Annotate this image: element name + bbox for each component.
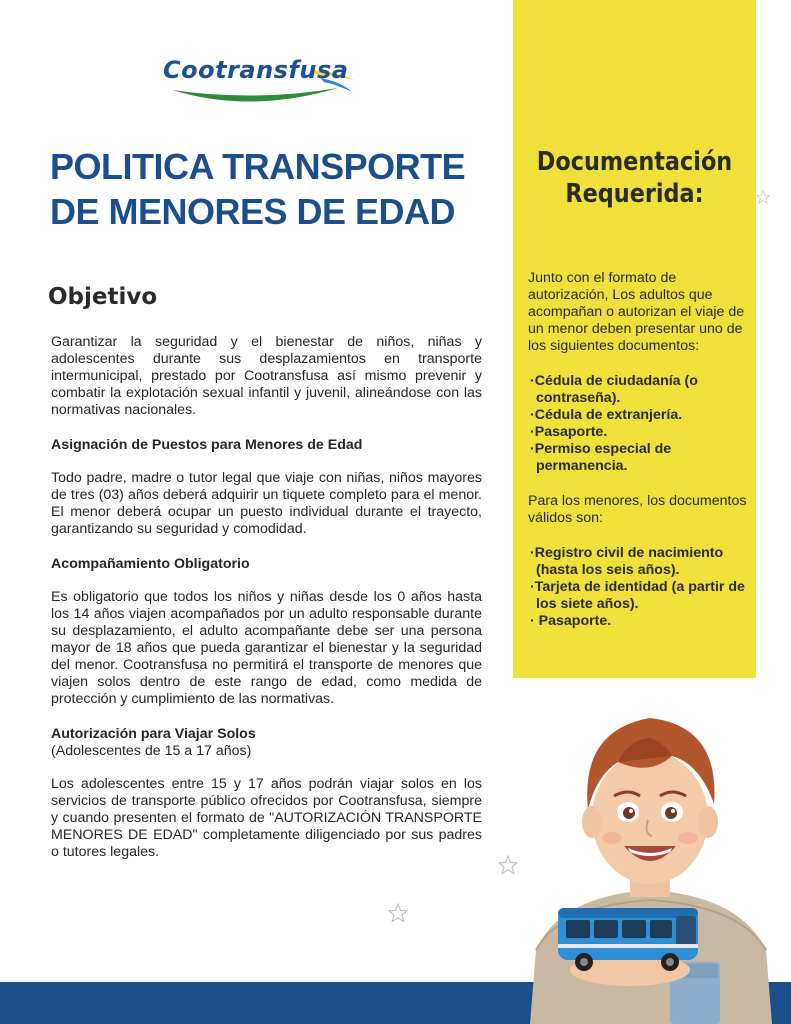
page-title-line-2: DE MENORES DE EDAD: [50, 191, 456, 232]
policy-body: [51, 334, 482, 861]
documentation-panel: [513, 0, 756, 678]
documentation-title: [530, 146, 739, 210]
logo-text: Cootransfusa: [163, 56, 349, 84]
autorizacion-heading: Autorización para Viajar Solos: [51, 726, 256, 742]
minor-documents-list: [528, 545, 750, 630]
child-with-bus-illustration: [500, 700, 791, 1024]
acompanamiento-text: Es obligatorio que todos los niños y niñas desde los 0 años hasta los 14 años viajen acompañados por un adulto responsable durante su desplazamiento, el adulto acompañante debe ser una persona mayor de 18 años que pueda garantizar el bienestar y la seguridad del menor. Cootransfusa no permitirá el transporte de menores que viajen solos dentro de este rango de edad, como medida de protección y cumplimiento de las normativas.: [51, 589, 482, 707]
asignacion-heading: Asignación de Puestos para Menores de Edad: [51, 437, 363, 453]
documentation-intro: Junto con el formato de autorización, Los adultos que acompañan o autorizan el viaje de un menor deben presentar uno de los siguientes documentos:: [528, 270, 745, 354]
adult-doc-item: ·Cédula de ciudadanía (o contraseña).: [530, 373, 698, 406]
autorizacion-text: Los adolescentes entre 15 y 17 años podrán viajar solos en los servicios de transporte público ofrecidos por Cootransfusa, siempre y cuando presenten el formato de "AUTORIZACIÓN TRANSPORTE MENORES DE EDAD" completamente diligenciado por sus padres o tutores legales.: [51, 776, 482, 860]
minor-doc-item: ·Tarjeta de identidad (a partir de los siete años).: [530, 579, 745, 612]
asignacion-text: Todo padre, madre o tutor legal que viaje con niñas, niños mayores de tres (03) años deberá adquirir un tiquete completo para el menor. El menor deberá ocupar un puesto individual durante el trayecto, garantizando su seguridad y comodidad.: [51, 470, 482, 537]
documentation-title-line-1: Documentación: [536, 147, 733, 177]
documentation-title-line-2: Requerida:: [565, 179, 704, 209]
page-title: [50, 144, 490, 234]
adult-doc-item: ·Pasaporte.: [530, 424, 608, 440]
adult-doc-item: ·Cédula de extranjería.: [530, 407, 683, 423]
autorizacion-subheading: (Adolescentes de 15 a 17 años): [51, 743, 252, 759]
acompanamiento-heading: Acompañamiento Obligatorio: [51, 556, 250, 572]
adult-doc-item: ·Permiso especial de permanencia.: [530, 441, 672, 474]
minors-documents-intro: Para los menores, los documentos válidos son:: [528, 493, 747, 526]
objetivo-text: Garantizar la seguridad y el bienestar de niños, niñas y adolescentes durante sus desplazamientos en transporte intermunicipal, prestado por Cootransfusa así mismo prevenir y combatir la explotación sexual infantil y juvenil, alineándose con las normativas nacionales.: [51, 334, 482, 418]
company-logo: [160, 52, 360, 112]
minor-doc-item: · Pasaporte.: [530, 613, 612, 629]
adult-documents-list: [528, 373, 750, 475]
minor-doc-item: ·Registro civil de nacimiento (hasta los seis años).: [530, 545, 724, 578]
page-title-line-1: POLITICA TRANSPORTE: [50, 146, 466, 187]
objetivo-heading: Objetivo: [48, 284, 158, 310]
documentation-body: [528, 270, 750, 630]
star-icon: [756, 190, 770, 204]
star-icon: [388, 903, 408, 923]
